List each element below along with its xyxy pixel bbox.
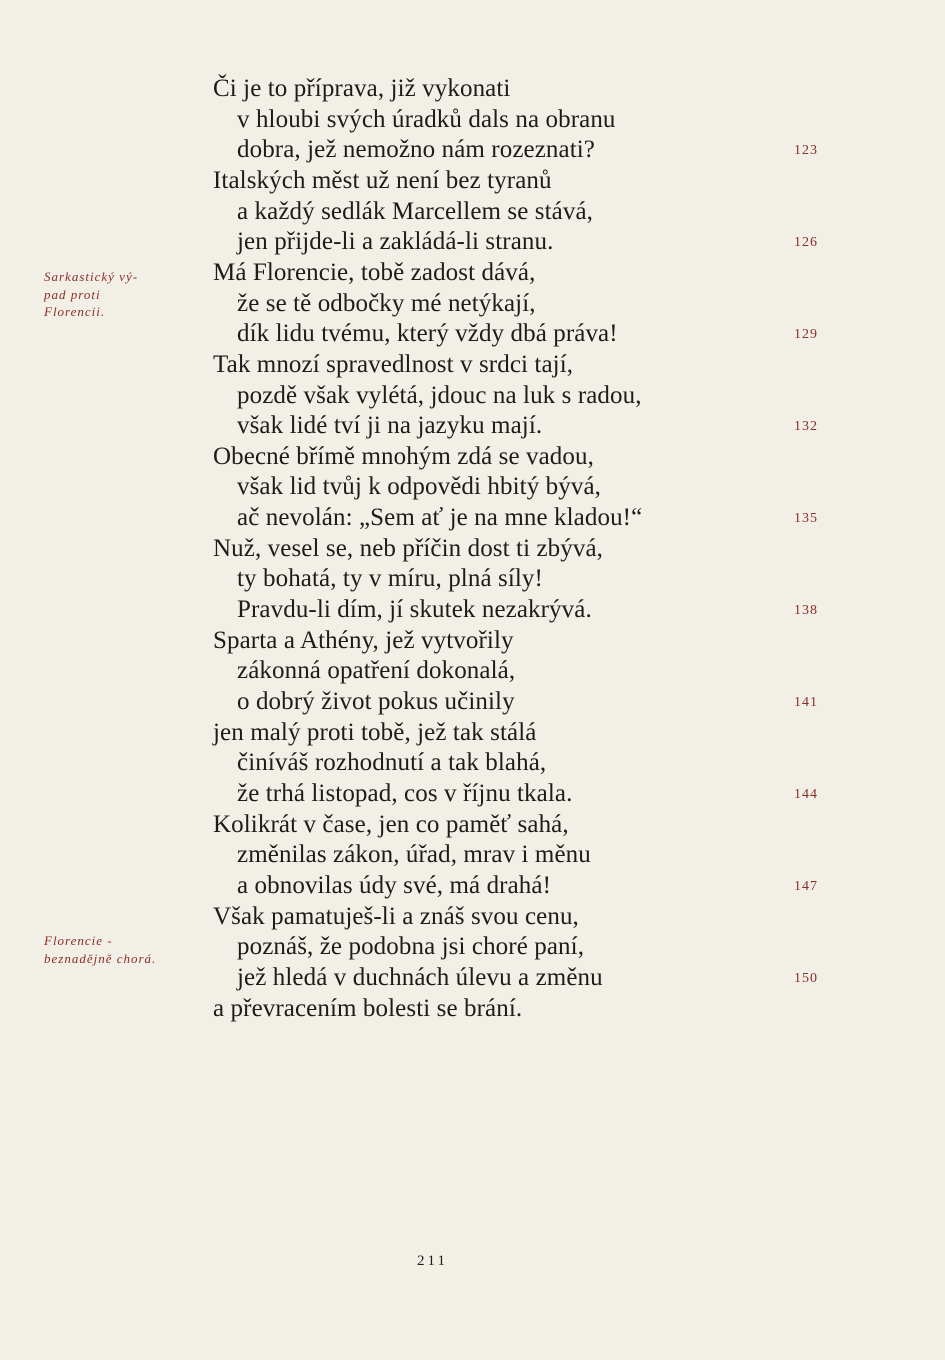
verse-line: pozdě však vylétá, jdouc na luk s radou, — [237, 381, 642, 409]
verse-line: činíváš rozhodnutí a tak blahá, — [237, 749, 547, 777]
line-number: 135 — [794, 511, 818, 527]
verse-line: Však pamatuješ-li a znáš svou cenu, — [213, 902, 579, 930]
verse-line: jen malý proti tobě, jež tak stálá — [213, 718, 537, 746]
verse-line: však lid tvůj k odpovědi hbitý bývá, — [237, 473, 601, 501]
verse-line: o dobrý život pokus učinily — [237, 688, 515, 715]
margin-note-florence — [44, 932, 204, 967]
margin-note-line: Sarkastický vý- — [44, 269, 139, 284]
line-number: 123 — [794, 143, 818, 159]
verse-line: Má Florencie, tobě zadost dává, — [213, 258, 536, 286]
verse-line: dík lidu tvému, který vždy dbá práva! — [237, 320, 618, 348]
line-number: 138 — [794, 603, 818, 619]
verse-line: jež hledá v duchnách úlevu a změnu — [237, 963, 603, 991]
verse-line: v hloubi svých úradků dals na obranu — [237, 105, 616, 133]
verse-line: Kolikrát v čase, jen co paměť sahá, — [213, 810, 569, 838]
verse-line: ty bohatá, ty v míru, plná síly! — [237, 565, 543, 593]
line-number: 132 — [794, 419, 818, 435]
margin-note-line: Florencii. — [44, 304, 106, 319]
verse-line: a převracením bolesti se brání. — [213, 994, 523, 1022]
page-number: 211 — [417, 1253, 448, 1269]
line-number: 150 — [794, 970, 818, 986]
verse-line: poznáš, že podobna jsi choré paní, — [237, 933, 585, 961]
verse-line: Či je to příprava, již vykonati — [213, 75, 511, 102]
verse-line: Italských měst už není bez tyranů — [213, 166, 552, 194]
verse-line: a obnovilas údy své, má drahá! — [237, 871, 552, 899]
line-number: 144 — [794, 786, 818, 802]
line-number: 126 — [794, 235, 818, 251]
line-number: 129 — [794, 327, 818, 343]
verse-line: a každý sedlák Marcellem se stává, — [237, 197, 594, 225]
margin-note-line: pad proti — [44, 286, 101, 302]
verse-line: změnilas zákon, úřad, mrav i měnu — [237, 841, 591, 869]
verse-line: Sparta a Athény, jež vytvořily — [213, 626, 514, 654]
verse-line: že se tě odbočky mé netýkají, — [237, 289, 536, 317]
line-number: 147 — [794, 878, 818, 894]
margin-note-line: beznadějně chorá. — [44, 950, 157, 966]
verse-line: jen přijde-li a zakládá-li stranu. — [237, 228, 554, 256]
verse-line: Tak mnozí spravedlnost v srdci tají, — [213, 350, 574, 378]
verse-line: ač nevolán: „Sem ať je na mne kladou!“ — [237, 504, 643, 532]
line-number: 141 — [794, 695, 818, 710]
verse-line: zákonná opatření dokonalá, — [237, 657, 516, 685]
margin-note-line: Florencie - — [44, 933, 113, 948]
verse-line: Obecné břímě mnohým zdá se vadou, — [213, 442, 594, 470]
margin-note-sarcastic — [44, 268, 204, 321]
verse-line: však lidé tví ji na jazyku mají. — [237, 412, 543, 440]
verse-line: že trhá listopad, cos v říjnu tkala. — [237, 779, 573, 807]
verse-line: Pravdu-li dím, jí skutek nezakrývá. — [237, 596, 592, 624]
verse-line: Nuž, vesel se, neb příčin dost ti zbývá, — [213, 534, 604, 562]
verse-line: dobra, jež nemožno nám rozeznati? — [237, 136, 595, 164]
